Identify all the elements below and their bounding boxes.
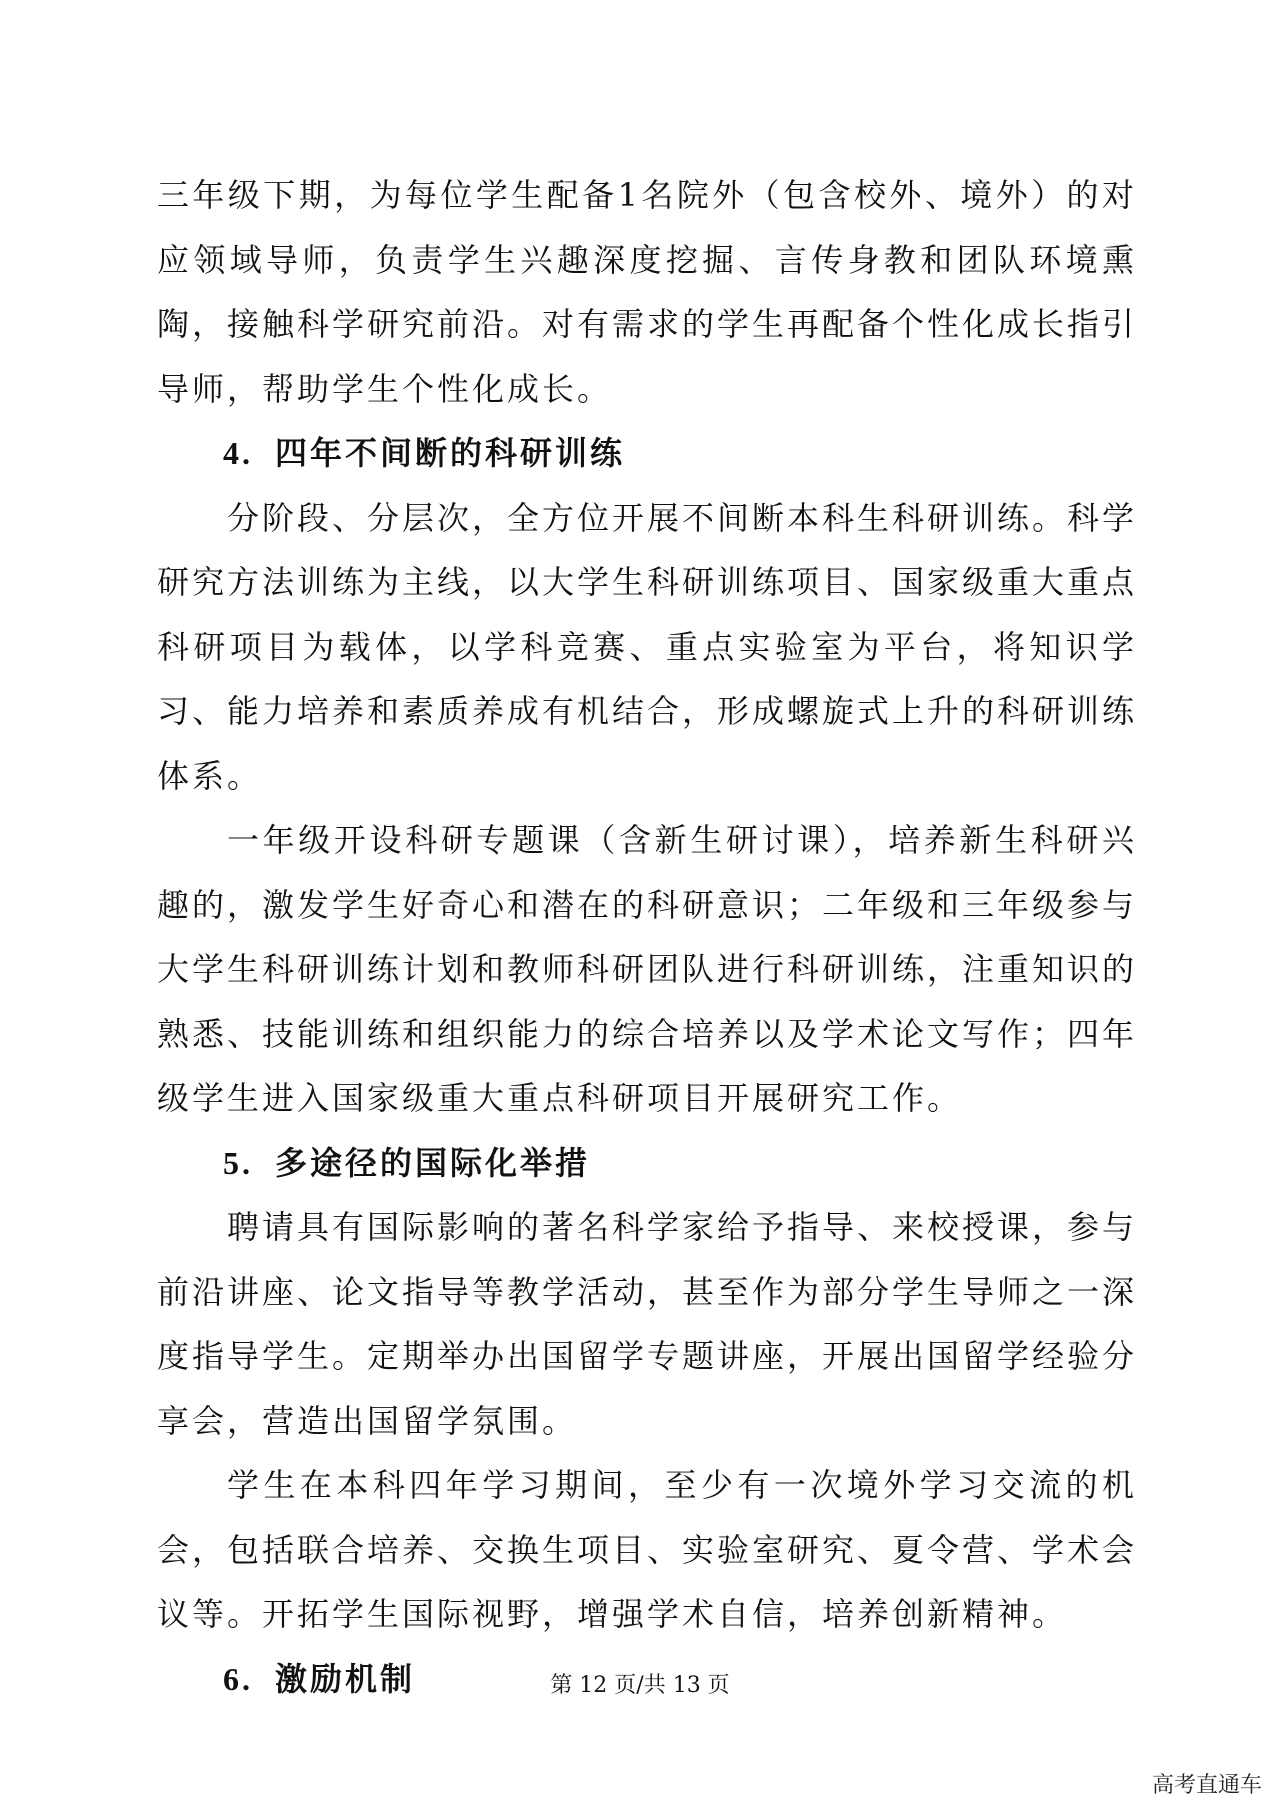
section-5-paragraph-1: 聘请具有国际影响的著名科学家给予指导、来校授课，参与前沿讲座、论文指导等教学活动，甚至作为部分学生导师之一深度指导学生。定期举办出国留学专题讲座，开展出国留学经验分享会，营造出国留学氛围。 xyxy=(157,1208,1138,1440)
page-number-footer: 第 12 页/共 13 页 xyxy=(550,1673,730,1698)
section-5-title: 多途径的国际化举措 xyxy=(275,1143,591,1182)
section-6-number: 6. xyxy=(223,1660,253,1697)
section-6-title: 激励机制 xyxy=(275,1659,416,1698)
page-content xyxy=(157,163,1137,1711)
section-4-paragraph-2: 一年级开设科研专题课（含新生研讨课），培养新生科研兴趣的，激发学生好奇心和潜在的科研意识；二年级和三年级参与大学生科研训练计划和教师科研团队进行科研训练，注重知识的熟悉、技能训练和组织能力的综合培养以及学术论文写作；四年级学生进入国家级重大重点科研项目开展研究工作。 xyxy=(157,821,1138,1117)
section-4-paragraph-1: 分阶段、分层次，全方位开展不间断本科生科研训练。科学研究方法训练为主线，以大学生科研训练项目、国家级重大重点科研项目为载体，以学科竞赛、重点实验室为平台，将知识学习、能力培养和素质养成有机结合，形成螺旋式上升的科研训练体系。 xyxy=(157,498,1138,795)
section-5-paragraph-2: 学生在本科四年学习期间，至少有一次境外学习交流的机会，包括联合培养、交换生项目、实验室研究、夏令营、学术会议等。开拓学生国际视野，增强学术自信，培养创新精神。 xyxy=(157,1466,1138,1633)
section-4-title: 四年不间断的科研训练 xyxy=(275,434,626,472)
section-5-number: 5. xyxy=(223,1144,253,1181)
section-5-heading xyxy=(157,1131,1137,1196)
intro-paragraph: 三年级下期，为每位学生配备1名院外（包含校外、境外）的对应领域导师，负责学生兴趣深度挖掘、言传身教和团队环境熏陶，接触科学研究前沿。对有需求的学生再配备个性化成长指引导师，帮助学生个性化成长。 xyxy=(157,176,1138,408)
watermark-text: 高考直通车 xyxy=(1151,1773,1262,1798)
section-4-heading xyxy=(157,421,1137,486)
section-4-number: 4. xyxy=(223,435,253,471)
